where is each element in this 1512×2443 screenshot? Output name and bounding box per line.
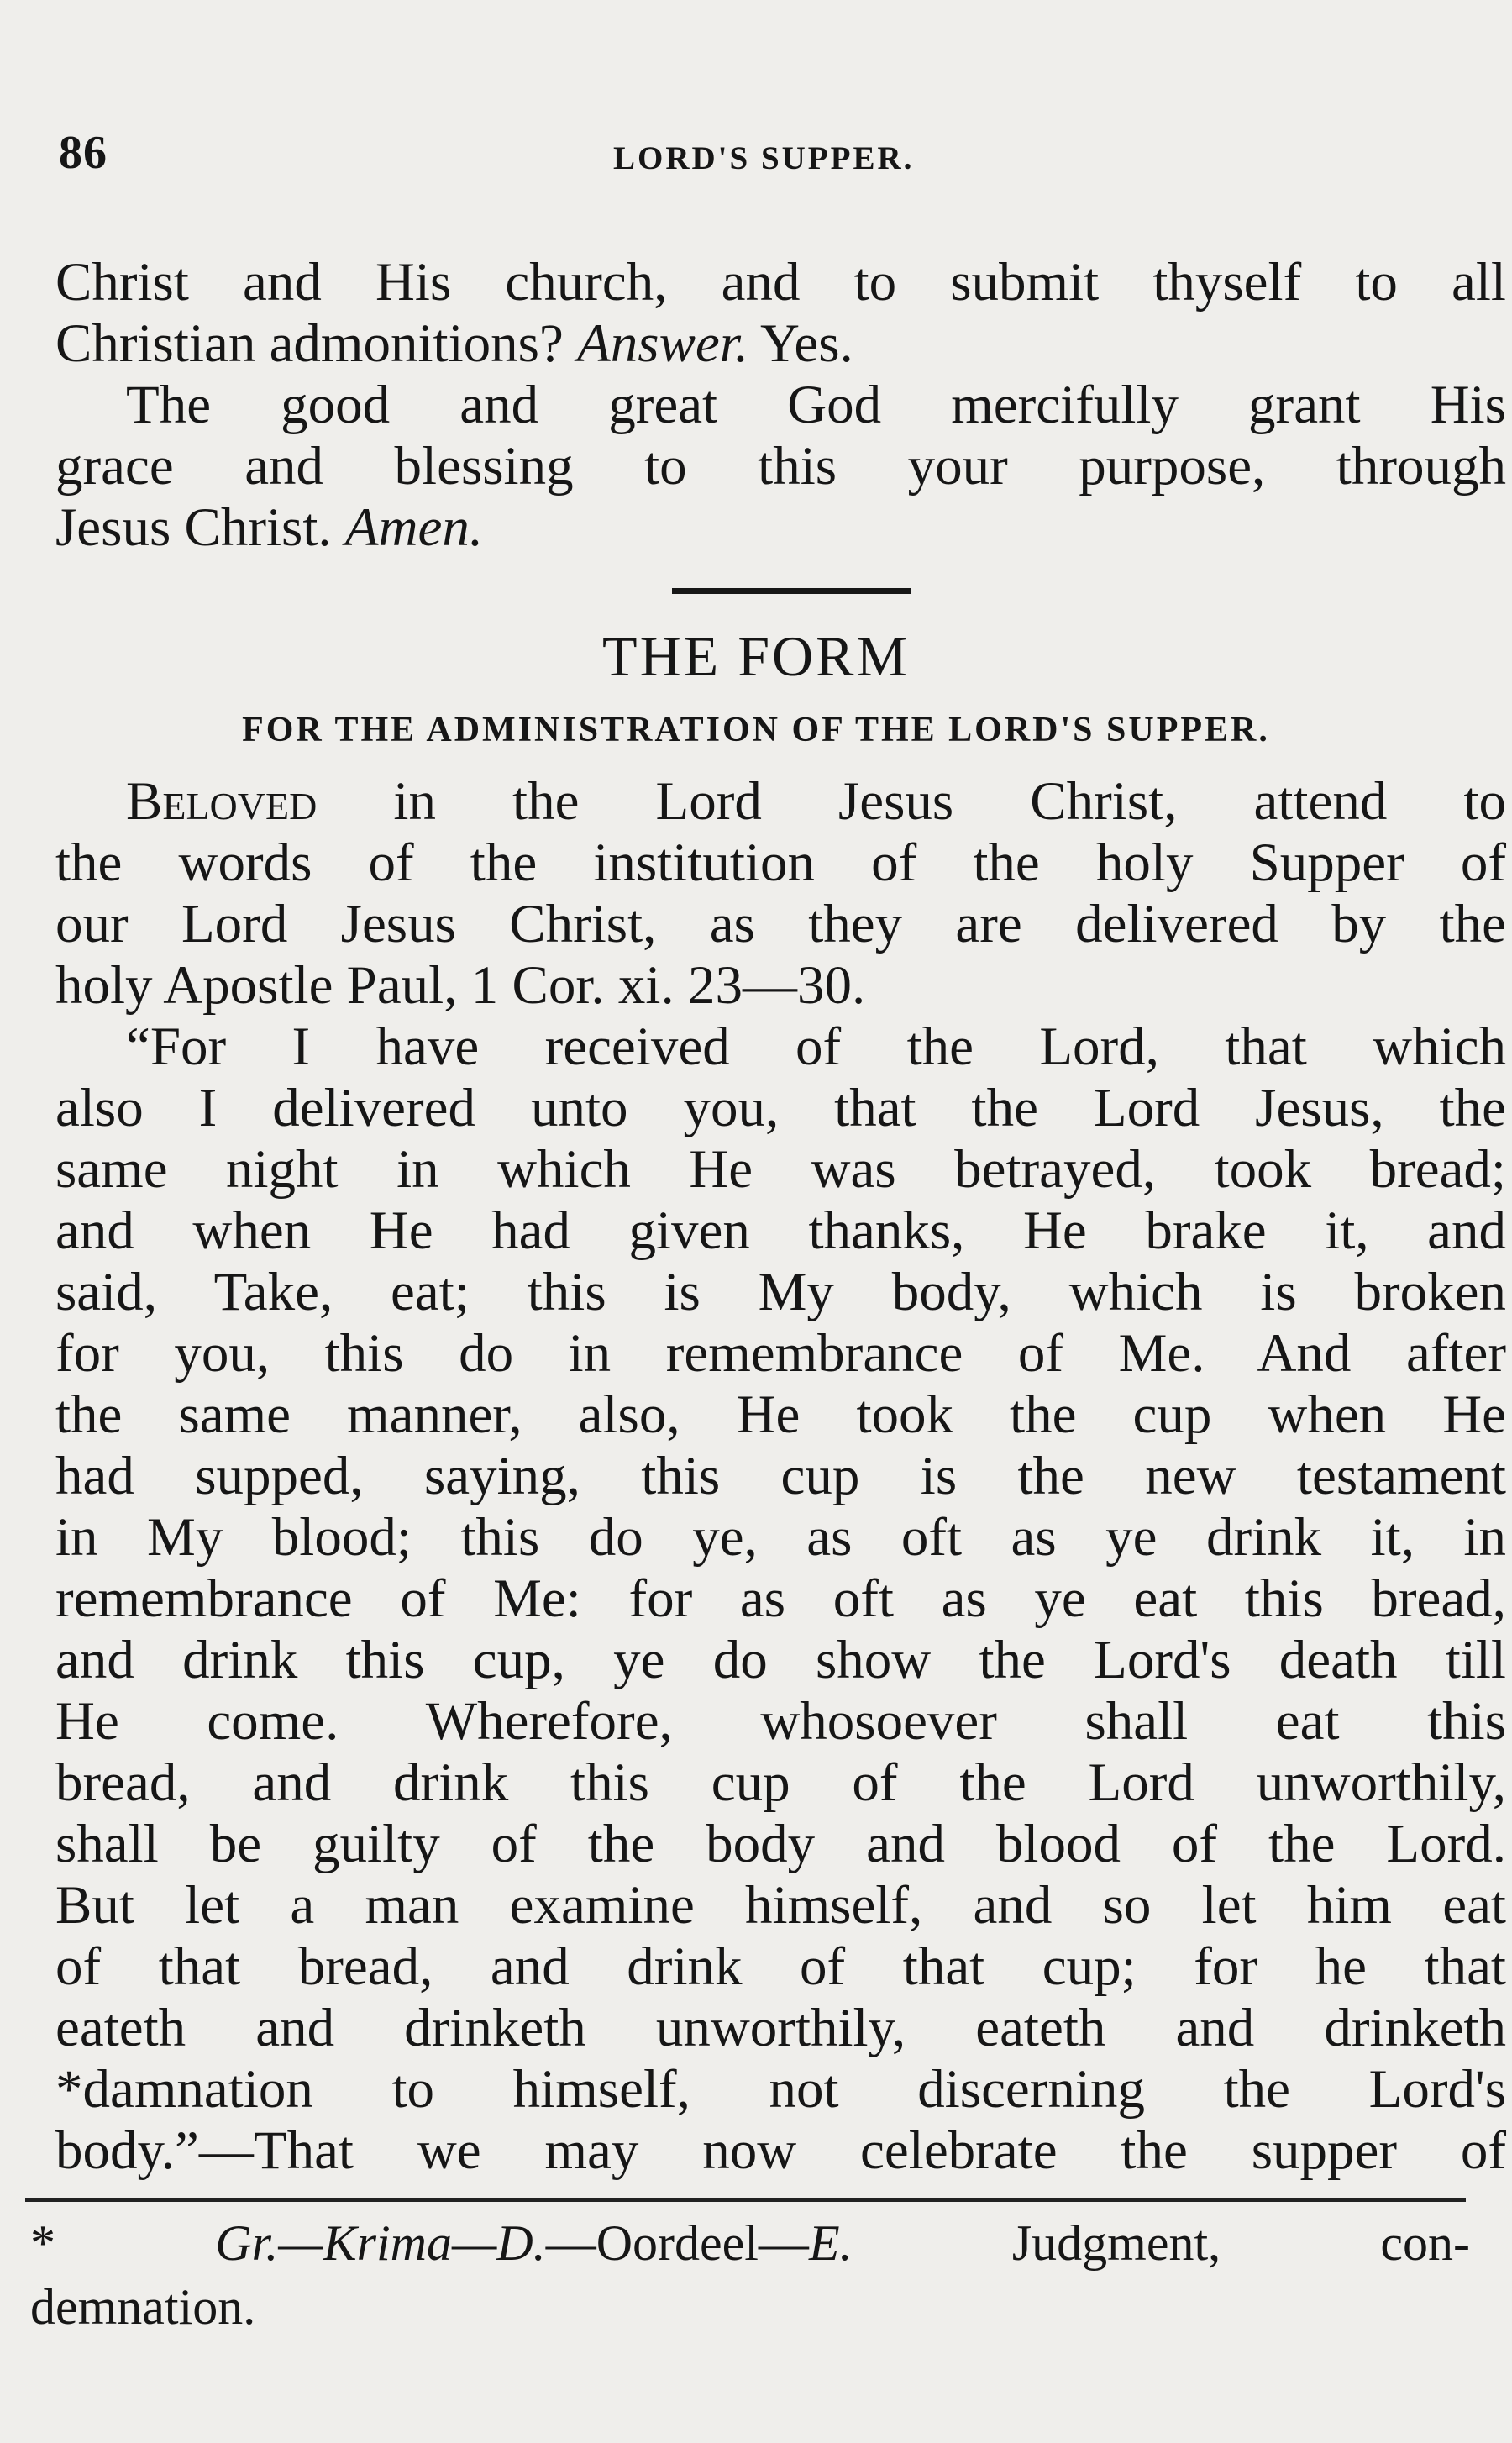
text-line: and when He had given thanks, He brake it, and — [55, 1200, 1506, 1261]
form-title: THE FORM — [602, 624, 910, 688]
text-line: also I delivered unto you, that the Lord Jesus, the — [55, 1078, 1506, 1138]
text-line: same night in which He was betrayed, took bread; — [55, 1139, 1506, 1200]
page-number: 86 — [59, 127, 108, 179]
text-line: for you, this do in remembrance of Me. And after — [55, 1323, 1506, 1384]
text-line: said, Take, eat; this is My body, which is broken — [55, 1262, 1506, 1322]
text-line: But let a man examine himself, and so let him eat — [55, 1875, 1506, 1936]
answer-label: Answer. — [577, 313, 749, 374]
text-line: *damnation to himself, not discerning the Lord's — [55, 2059, 1506, 2120]
form-subtitle: FOR THE ADMINISTRATION OF THE LORD'S SUPPER. — [242, 711, 1270, 749]
answer-value: Yes. — [748, 313, 853, 374]
text-line: our Lord Jesus Christ, as they are delivered by the — [55, 894, 1506, 954]
text-line: bread, and drink this cup of the Lord unworthily, — [55, 1752, 1506, 1813]
footnote-rule — [25, 2198, 1466, 2202]
footnote — [30, 2211, 1470, 2339]
text-line: in My blood; this do ye, as oft as ye drink it, in — [55, 1507, 1506, 1568]
amen-text: Amen. — [344, 497, 484, 558]
footnote-line — [30, 2211, 1470, 2275]
text-line: body.”—That we may now celebrate the supper of — [55, 2120, 1506, 2181]
text-line: remembrance of Me: for as oft as ye eat this bread, — [55, 1568, 1506, 1629]
closing-text: Jesus Christ. — [55, 497, 345, 558]
text-line: the words of the institution of the holy Supper of — [55, 833, 1506, 893]
running-title: LORD'S SUPPER. — [613, 140, 915, 176]
footnote-greek: Gr.—Krima—D. — [215, 2215, 546, 2271]
text-line: the same manner, also, He took the cup when He — [55, 1384, 1506, 1445]
footnote-marker: * — [30, 2215, 216, 2271]
text-line: The good and great God mercifully grant His — [126, 375, 1506, 435]
text-line: holy Apostle Paul, 1 Cor. xi. 23—30. — [55, 955, 866, 1016]
page-header — [59, 126, 1436, 193]
line-text: in the Lord Jesus Christ, attend to — [317, 771, 1506, 832]
text-line — [55, 497, 1506, 559]
footnote-dutch: —Oordeel— — [545, 2215, 809, 2271]
first-word: Beloved — [126, 771, 318, 832]
text-line — [55, 313, 1506, 375]
text-line: grace and blessing to this your purpose, through — [55, 436, 1506, 496]
footnote-english: Judgment, con- — [852, 2215, 1471, 2271]
footnote-line: demnation. — [30, 2279, 256, 2335]
question-text: Christian admonitions? — [55, 313, 578, 374]
opening-paragraph — [55, 252, 1506, 559]
text-line: Christ and His church, and to submit thyself to all — [55, 252, 1506, 313]
text-line: “For I have received of the Lord, that which — [126, 1017, 1506, 1077]
text-line — [55, 771, 1506, 833]
text-line: shall be guilty of the body and blood of the Lord. — [55, 1814, 1506, 1874]
text-line: of that bread, and drink of that cup; for he that — [55, 1936, 1506, 1997]
text-line: eateth and drinketh unworthily, eateth and drinketh — [55, 1998, 1506, 2058]
text-line: He come. Wherefore, whosoever shall eat this — [55, 1691, 1506, 1752]
footnote-english-abbr: E. — [808, 2215, 853, 2271]
form-body — [55, 771, 1506, 2182]
text-line: and drink this cup, ye do show the Lord's death till — [55, 1630, 1506, 1690]
section-divider — [672, 588, 911, 594]
text-line: had supped, saying, this cup is the new testament — [55, 1446, 1506, 1506]
